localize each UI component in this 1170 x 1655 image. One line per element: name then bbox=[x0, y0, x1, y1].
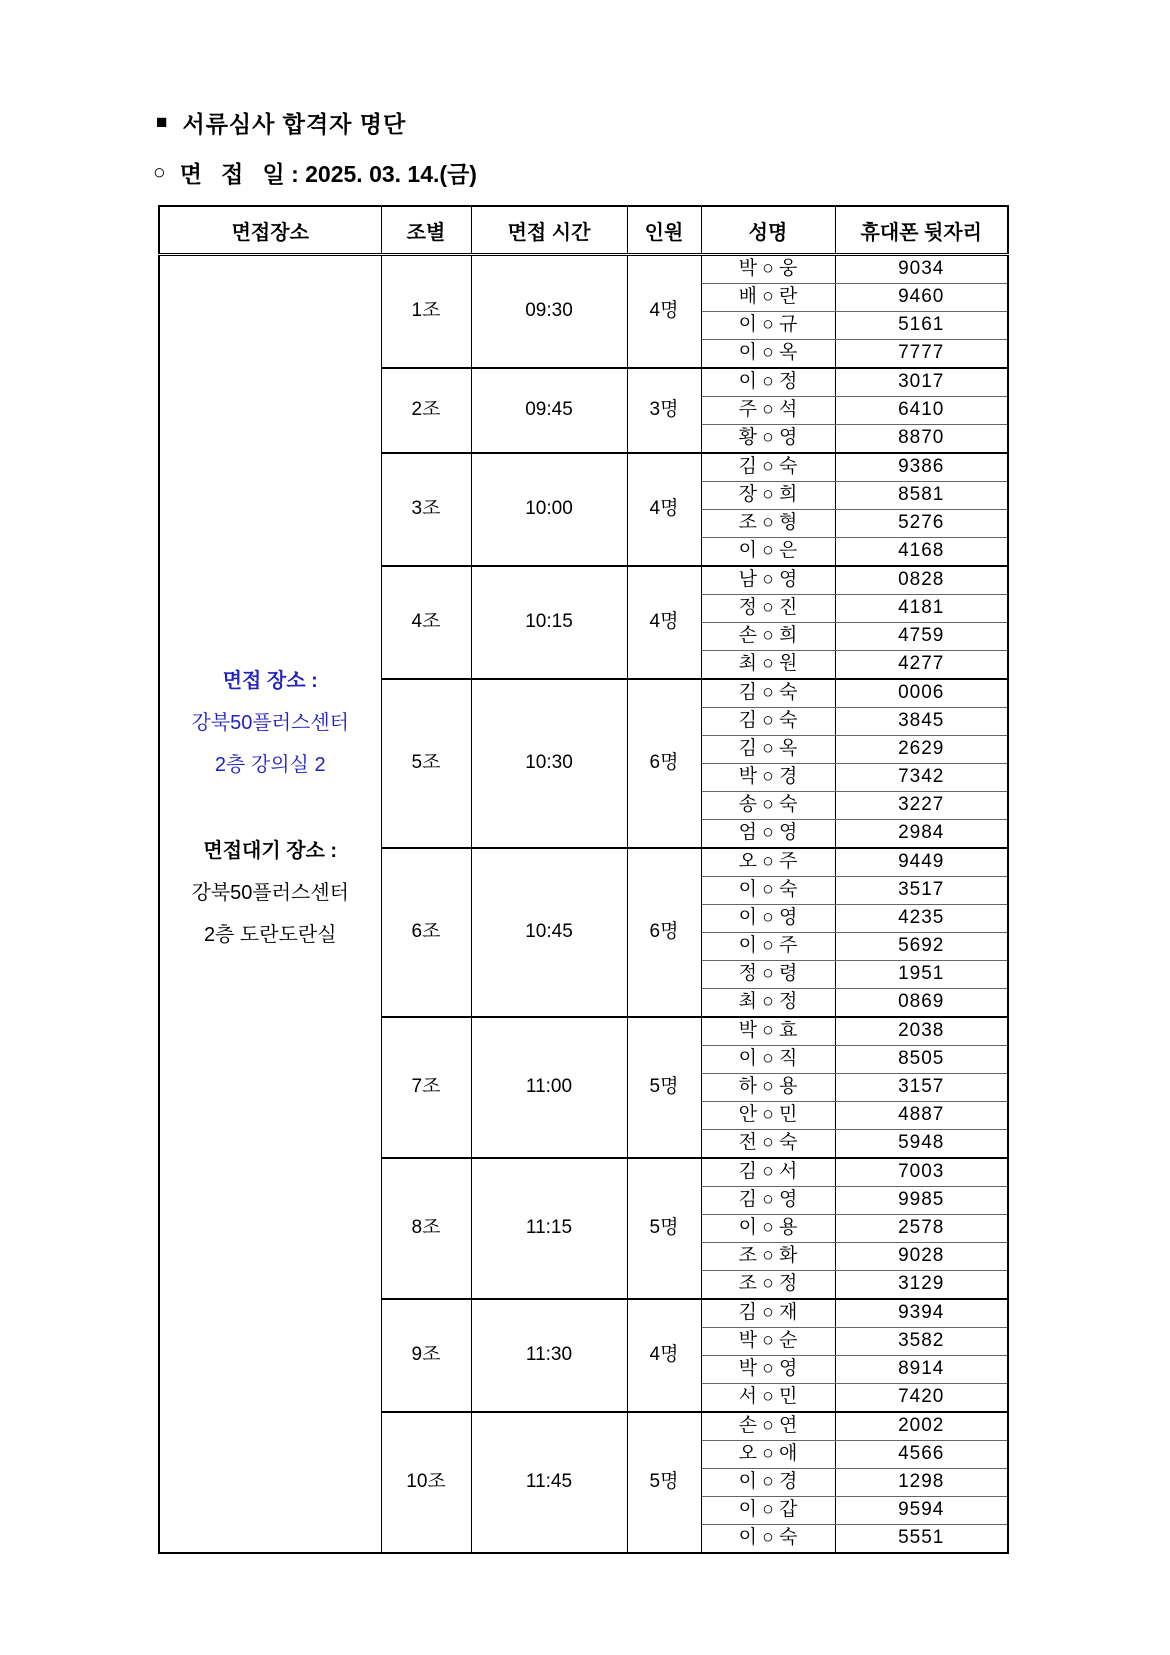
candidate-name-cell: 박 ○ 영 bbox=[701, 1356, 835, 1384]
phone-last-digits-cell: 6410 bbox=[835, 397, 1008, 425]
phone-last-digits-cell: 9394 bbox=[835, 1299, 1008, 1328]
interview-time-cell: 11:45 bbox=[471, 1412, 627, 1553]
phone-last-digits-cell: 4181 bbox=[835, 595, 1008, 623]
interview-time-cell: 10:45 bbox=[471, 848, 627, 1017]
table-header bbox=[159, 206, 1008, 255]
phone-last-digits-cell: 5551 bbox=[835, 1525, 1008, 1554]
phone-last-digits-cell: 5692 bbox=[835, 933, 1008, 961]
candidate-name-cell: 정 ○ 령 bbox=[701, 961, 835, 989]
page-title-text: 서류심사 합격자 명단 bbox=[182, 111, 407, 137]
group-number-cell: 2조 bbox=[381, 368, 471, 453]
headcount-cell: 6명 bbox=[627, 679, 701, 848]
phone-last-digits-cell: 4759 bbox=[835, 623, 1008, 651]
phone-last-digits-cell: 5161 bbox=[835, 312, 1008, 340]
column-header: 휴대폰 뒷자리 bbox=[835, 206, 1008, 255]
candidate-name-cell: 박 ○ 순 bbox=[701, 1328, 835, 1356]
interview-time-cell: 11:15 bbox=[471, 1158, 627, 1299]
interview-time-cell: 11:00 bbox=[471, 1017, 627, 1158]
candidate-name-cell: 이 ○ 규 bbox=[701, 312, 835, 340]
candidate-name-cell: 손 ○ 희 bbox=[701, 623, 835, 651]
candidate-name-cell: 이 ○ 갑 bbox=[701, 1497, 835, 1525]
column-header: 인원 bbox=[627, 206, 701, 255]
candidate-name-cell: 전 ○ 숙 bbox=[701, 1130, 835, 1159]
interview-time-cell: 09:45 bbox=[471, 368, 627, 453]
interview-time-cell: 11:30 bbox=[471, 1299, 627, 1412]
phone-last-digits-cell: 7003 bbox=[835, 1158, 1008, 1187]
phone-last-digits-cell: 0006 bbox=[835, 679, 1008, 708]
candidate-name-cell: 이 ○ 숙 bbox=[701, 1525, 835, 1554]
waiting-place-label: 면접대기 장소 : bbox=[203, 840, 338, 862]
phone-last-digits-cell: 4566 bbox=[835, 1441, 1008, 1469]
candidate-name-cell: 안 ○ 민 bbox=[701, 1102, 835, 1130]
phone-last-digits-cell: 9386 bbox=[835, 453, 1008, 482]
page-title bbox=[156, 106, 406, 139]
group-number-cell: 6조 bbox=[381, 848, 471, 1017]
candidate-name-cell: 김 ○ 영 bbox=[701, 1187, 835, 1215]
phone-last-digits-cell: 1951 bbox=[835, 961, 1008, 989]
column-header: 면접장소 bbox=[159, 206, 381, 255]
phone-last-digits-cell: 3582 bbox=[835, 1328, 1008, 1356]
phone-last-digits-cell: 4168 bbox=[835, 538, 1008, 567]
candidate-name-cell: 박 ○ 웅 bbox=[701, 255, 835, 284]
group-number-cell: 3조 bbox=[381, 453, 471, 566]
headcount-cell: 4명 bbox=[627, 255, 701, 369]
candidate-name-cell: 조 ○ 형 bbox=[701, 510, 835, 538]
phone-last-digits-cell: 1298 bbox=[835, 1469, 1008, 1497]
phone-last-digits-cell: 3157 bbox=[835, 1074, 1008, 1102]
phone-last-digits-cell: 9985 bbox=[835, 1187, 1008, 1215]
phone-last-digits-cell: 7777 bbox=[835, 340, 1008, 369]
circle-bullet-icon: ○ bbox=[153, 161, 166, 184]
phone-last-digits-cell: 2002 bbox=[835, 1412, 1008, 1441]
candidate-name-cell: 조 ○ 화 bbox=[701, 1243, 835, 1271]
phone-last-digits-cell: 8581 bbox=[835, 482, 1008, 510]
interview-place-line1: 강북50플러스센터 bbox=[191, 712, 349, 734]
candidate-name-cell: 주 ○ 석 bbox=[701, 397, 835, 425]
phone-last-digits-cell: 3845 bbox=[835, 708, 1008, 736]
phone-last-digits-cell: 7342 bbox=[835, 764, 1008, 792]
phone-last-digits-cell: 3129 bbox=[835, 1271, 1008, 1300]
group-number-cell: 9조 bbox=[381, 1299, 471, 1412]
candidate-name-cell: 이 ○ 용 bbox=[701, 1215, 835, 1243]
phone-last-digits-cell: 9034 bbox=[835, 255, 1008, 284]
interview-date-text: 면 접 일 : 2025. 03. 14.(금) bbox=[179, 161, 477, 187]
phone-last-digits-cell: 2984 bbox=[835, 820, 1008, 849]
group-number-cell: 4조 bbox=[381, 566, 471, 679]
candidate-name-cell: 박 ○ 경 bbox=[701, 764, 835, 792]
interview-schedule-table bbox=[158, 205, 1009, 1554]
candidate-name-cell: 최 ○ 정 bbox=[701, 989, 835, 1018]
column-header: 성명 bbox=[701, 206, 835, 255]
phone-last-digits-cell: 7420 bbox=[835, 1384, 1008, 1413]
headcount-cell: 6명 bbox=[627, 848, 701, 1017]
interview-location-cell bbox=[159, 255, 381, 1554]
phone-last-digits-cell: 2629 bbox=[835, 736, 1008, 764]
candidate-name-cell: 송 ○ 숙 bbox=[701, 792, 835, 820]
candidate-name-cell: 박 ○ 효 bbox=[701, 1017, 835, 1046]
candidate-name-cell: 이 ○ 영 bbox=[701, 905, 835, 933]
column-header: 조별 bbox=[381, 206, 471, 255]
candidate-name-cell: 이 ○ 정 bbox=[701, 368, 835, 397]
candidate-name-cell: 남 ○ 영 bbox=[701, 566, 835, 595]
candidate-name-cell: 이 ○ 주 bbox=[701, 933, 835, 961]
candidate-name-cell: 최 ○ 원 bbox=[701, 651, 835, 680]
candidate-name-cell: 오 ○ 주 bbox=[701, 848, 835, 877]
candidate-name-cell: 이 ○ 은 bbox=[701, 538, 835, 567]
headcount-cell: 4명 bbox=[627, 1299, 701, 1412]
phone-last-digits-cell: 5948 bbox=[835, 1130, 1008, 1159]
candidate-name-cell: 김 ○ 옥 bbox=[701, 736, 835, 764]
candidate-name-cell: 장 ○ 희 bbox=[701, 482, 835, 510]
phone-last-digits-cell: 3517 bbox=[835, 877, 1008, 905]
interview-time-cell: 10:30 bbox=[471, 679, 627, 848]
group-number-cell: 7조 bbox=[381, 1017, 471, 1158]
candidate-row bbox=[159, 255, 1008, 284]
phone-last-digits-cell: 0869 bbox=[835, 989, 1008, 1018]
group-number-cell: 5조 bbox=[381, 679, 471, 848]
candidate-name-cell: 엄 ○ 영 bbox=[701, 820, 835, 849]
group-number-cell: 8조 bbox=[381, 1158, 471, 1299]
candidate-name-cell: 이 ○ 직 bbox=[701, 1046, 835, 1074]
candidate-name-cell: 김 ○ 숙 bbox=[701, 679, 835, 708]
column-header: 면접 시간 bbox=[471, 206, 627, 255]
interview-time-cell: 10:00 bbox=[471, 453, 627, 566]
candidate-name-cell: 서 ○ 민 bbox=[701, 1384, 835, 1413]
phone-last-digits-cell: 9028 bbox=[835, 1243, 1008, 1271]
phone-last-digits-cell: 0828 bbox=[835, 566, 1008, 595]
candidate-name-cell: 배 ○ 란 bbox=[701, 284, 835, 312]
phone-last-digits-cell: 4235 bbox=[835, 905, 1008, 933]
phone-last-digits-cell: 4887 bbox=[835, 1102, 1008, 1130]
candidate-name-cell: 이 ○ 옥 bbox=[701, 340, 835, 369]
square-bullet-icon: ■ bbox=[156, 112, 169, 133]
candidate-name-cell: 이 ○ 경 bbox=[701, 1469, 835, 1497]
candidate-name-cell: 김 ○ 숙 bbox=[701, 708, 835, 736]
phone-last-digits-cell: 5276 bbox=[835, 510, 1008, 538]
group-number-cell: 10조 bbox=[381, 1412, 471, 1553]
candidate-name-cell: 황 ○ 영 bbox=[701, 425, 835, 454]
candidate-name-cell: 김 ○ 서 bbox=[701, 1158, 835, 1187]
candidate-name-cell: 이 ○ 숙 bbox=[701, 877, 835, 905]
candidate-name-cell: 하 ○ 용 bbox=[701, 1074, 835, 1102]
candidate-name-cell: 김 ○ 재 bbox=[701, 1299, 835, 1328]
interview-time-cell: 09:30 bbox=[471, 255, 627, 369]
phone-last-digits-cell: 9449 bbox=[835, 848, 1008, 877]
headcount-cell: 4명 bbox=[627, 453, 701, 566]
phone-last-digits-cell: 3017 bbox=[835, 368, 1008, 397]
candidate-name-cell: 조 ○ 정 bbox=[701, 1271, 835, 1300]
waiting-place-line2: 2층 도란도란실 bbox=[203, 924, 337, 946]
location-text-block bbox=[160, 660, 381, 956]
candidate-name-cell: 손 ○ 연 bbox=[701, 1412, 835, 1441]
candidate-name-cell: 정 ○ 진 bbox=[701, 595, 835, 623]
headcount-cell: 4명 bbox=[627, 566, 701, 679]
group-number-cell: 1조 bbox=[381, 255, 471, 369]
phone-last-digits-cell: 8870 bbox=[835, 425, 1008, 454]
headcount-cell: 5명 bbox=[627, 1412, 701, 1553]
phone-last-digits-cell: 8914 bbox=[835, 1356, 1008, 1384]
phone-last-digits-cell: 8505 bbox=[835, 1046, 1008, 1074]
headcount-cell: 5명 bbox=[627, 1158, 701, 1299]
phone-last-digits-cell: 2038 bbox=[835, 1017, 1008, 1046]
phone-last-digits-cell: 9460 bbox=[835, 284, 1008, 312]
phone-last-digits-cell: 2578 bbox=[835, 1215, 1008, 1243]
spacer bbox=[160, 786, 381, 830]
interview-time-cell: 10:15 bbox=[471, 566, 627, 679]
headcount-cell: 5명 bbox=[627, 1017, 701, 1158]
candidate-name-cell: 오 ○ 애 bbox=[701, 1441, 835, 1469]
candidate-name-cell: 김 ○ 숙 bbox=[701, 453, 835, 482]
interview-place-line2: 2층 강의실 2 bbox=[214, 754, 326, 776]
phone-last-digits-cell: 3227 bbox=[835, 792, 1008, 820]
headcount-cell: 3명 bbox=[627, 368, 701, 453]
interview-place-label: 면접 장소 : bbox=[222, 670, 318, 692]
phone-last-digits-cell: 9594 bbox=[835, 1497, 1008, 1525]
phone-last-digits-cell: 4277 bbox=[835, 651, 1008, 680]
interview-date-line bbox=[153, 156, 477, 189]
waiting-place-line1: 강북50플러스센터 bbox=[191, 882, 349, 904]
